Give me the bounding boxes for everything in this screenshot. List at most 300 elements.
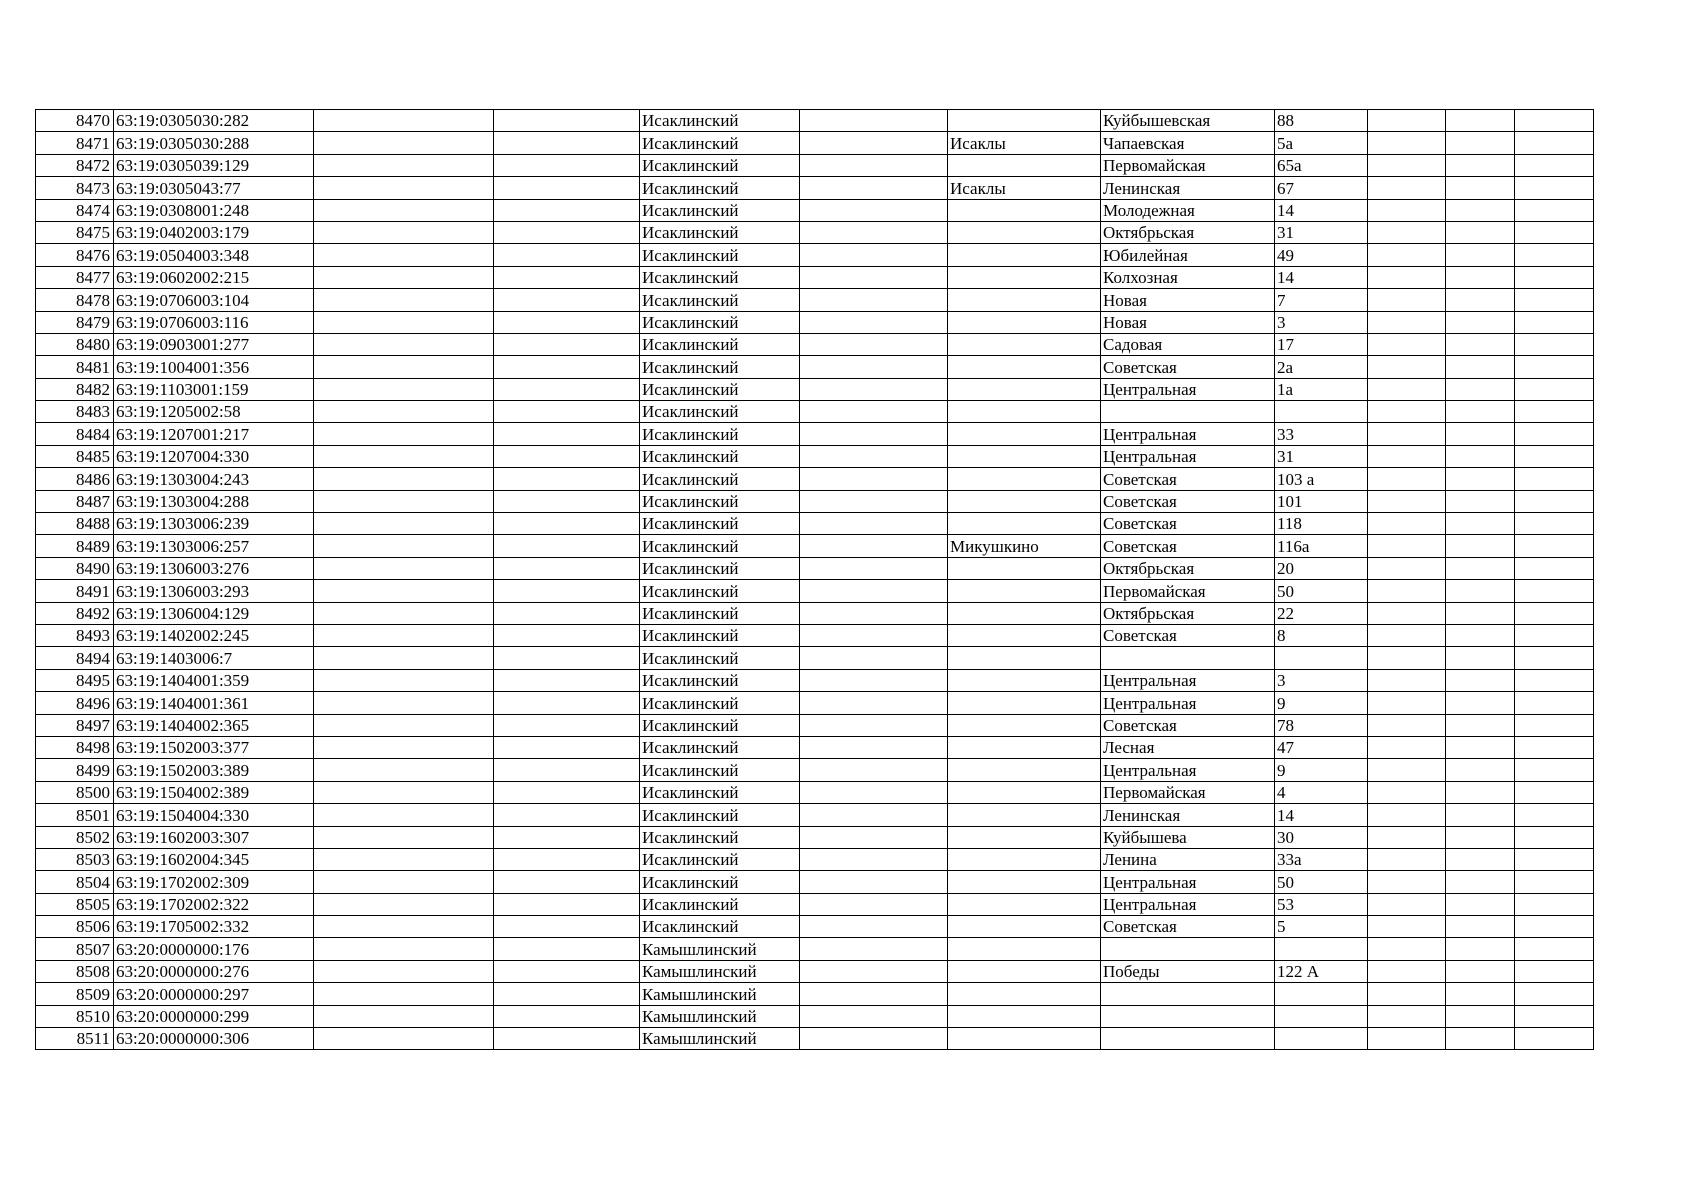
district-cell: Исаклинский — [640, 804, 800, 826]
street-cell — [1101, 1028, 1275, 1050]
empty-cell-e — [1446, 602, 1515, 624]
empty-cell-e — [1446, 110, 1515, 132]
empty-cell-f — [1515, 110, 1594, 132]
empty-cell-a — [314, 401, 494, 423]
empty-cell-d — [1368, 311, 1446, 333]
house-cell: 17 — [1275, 333, 1368, 355]
street-cell: Октябрьская — [1101, 221, 1275, 243]
locality-cell — [948, 289, 1101, 311]
row-number-cell: 8487 — [36, 490, 114, 512]
empty-cell-c — [800, 132, 948, 154]
table-row — [36, 513, 1594, 535]
empty-cell-e — [1446, 1028, 1515, 1050]
cadastral-number-cell: 63:19:0305039:129 — [114, 154, 314, 176]
cadastral-number-cell: 63:19:1504002:389 — [114, 781, 314, 803]
empty-cell-f — [1515, 468, 1594, 490]
locality-cell — [948, 1005, 1101, 1027]
locality-cell: Исаклы — [948, 177, 1101, 199]
street-cell: Ленинская — [1101, 177, 1275, 199]
house-cell — [1275, 647, 1368, 669]
empty-cell-f — [1515, 445, 1594, 467]
empty-cell-c — [800, 423, 948, 445]
empty-cell-a — [314, 468, 494, 490]
empty-cell-a — [314, 669, 494, 691]
empty-cell-f — [1515, 580, 1594, 602]
empty-cell-c — [800, 871, 948, 893]
row-number-cell: 8472 — [36, 154, 114, 176]
locality-cell: Микушкино — [948, 535, 1101, 557]
locality-cell — [948, 378, 1101, 400]
empty-cell-a — [314, 557, 494, 579]
empty-cell-a — [314, 177, 494, 199]
empty-cell-e — [1446, 401, 1515, 423]
empty-cell-c — [800, 199, 948, 221]
district-cell: Исаклинский — [640, 647, 800, 669]
empty-cell-b — [494, 177, 640, 199]
empty-cell-a — [314, 535, 494, 557]
house-cell: 7 — [1275, 289, 1368, 311]
empty-cell-f — [1515, 692, 1594, 714]
empty-cell-b — [494, 580, 640, 602]
locality-cell — [948, 848, 1101, 870]
street-cell: Центральная — [1101, 423, 1275, 445]
empty-cell-a — [314, 378, 494, 400]
empty-cell-e — [1446, 490, 1515, 512]
empty-cell-a — [314, 1028, 494, 1050]
cadastral-number-cell: 63:20:0000000:276 — [114, 960, 314, 982]
locality-cell — [948, 647, 1101, 669]
locality-cell — [948, 266, 1101, 288]
cadastral-number-cell: 63:19:1207004:330 — [114, 445, 314, 467]
table-row — [36, 893, 1594, 915]
house-cell: 22 — [1275, 602, 1368, 624]
empty-cell-c — [800, 468, 948, 490]
street-cell: Лесная — [1101, 736, 1275, 758]
locality-cell — [948, 983, 1101, 1005]
empty-cell-d — [1368, 938, 1446, 960]
street-cell: Центральная — [1101, 378, 1275, 400]
empty-cell-f — [1515, 647, 1594, 669]
empty-cell-c — [800, 513, 948, 535]
empty-cell-c — [800, 154, 948, 176]
empty-cell-e — [1446, 423, 1515, 445]
empty-cell-b — [494, 1005, 640, 1027]
empty-cell-b — [494, 490, 640, 512]
row-number-cell: 8500 — [36, 781, 114, 803]
locality-cell — [948, 221, 1101, 243]
empty-cell-d — [1368, 1028, 1446, 1050]
house-cell — [1275, 938, 1368, 960]
empty-cell-f — [1515, 602, 1594, 624]
table-row — [36, 177, 1594, 199]
empty-cell-b — [494, 759, 640, 781]
empty-cell-e — [1446, 311, 1515, 333]
empty-cell-a — [314, 221, 494, 243]
empty-cell-b — [494, 221, 640, 243]
row-number-cell: 8473 — [36, 177, 114, 199]
house-cell: 20 — [1275, 557, 1368, 579]
cadastral-number-cell: 63:20:0000000:176 — [114, 938, 314, 960]
street-cell: Чапаевская — [1101, 132, 1275, 154]
empty-cell-a — [314, 916, 494, 938]
empty-cell-c — [800, 110, 948, 132]
empty-cell-a — [314, 356, 494, 378]
empty-cell-d — [1368, 736, 1446, 758]
district-cell: Исаклинский — [640, 356, 800, 378]
empty-cell-e — [1446, 468, 1515, 490]
cadastral-number-cell: 63:19:1403006:7 — [114, 647, 314, 669]
empty-cell-b — [494, 804, 640, 826]
cadastral-number-cell: 63:19:1306004:129 — [114, 602, 314, 624]
locality-cell — [948, 110, 1101, 132]
empty-cell-f — [1515, 781, 1594, 803]
empty-cell-a — [314, 759, 494, 781]
house-cell: 33а — [1275, 848, 1368, 870]
empty-cell-c — [800, 804, 948, 826]
cadastral-number-cell: 63:19:1602004:345 — [114, 848, 314, 870]
house-cell: 116а — [1275, 535, 1368, 557]
empty-cell-c — [800, 624, 948, 646]
table-row — [36, 960, 1594, 982]
locality-cell — [948, 468, 1101, 490]
locality-cell — [948, 445, 1101, 467]
cadastral-number-cell: 63:19:1303006:239 — [114, 513, 314, 535]
empty-cell-c — [800, 938, 948, 960]
locality-cell — [948, 669, 1101, 691]
empty-cell-b — [494, 916, 640, 938]
house-cell — [1275, 401, 1368, 423]
locality-cell — [948, 311, 1101, 333]
street-cell: Советская — [1101, 490, 1275, 512]
empty-cell-d — [1368, 960, 1446, 982]
empty-cell-f — [1515, 804, 1594, 826]
empty-cell-d — [1368, 983, 1446, 1005]
house-cell: 103 а — [1275, 468, 1368, 490]
empty-cell-e — [1446, 580, 1515, 602]
empty-cell-a — [314, 289, 494, 311]
empty-cell-d — [1368, 401, 1446, 423]
row-number-cell: 8490 — [36, 557, 114, 579]
street-cell: Ленинская — [1101, 804, 1275, 826]
registry-table — [35, 109, 1594, 1050]
empty-cell-d — [1368, 154, 1446, 176]
table-row — [36, 736, 1594, 758]
empty-cell-a — [314, 781, 494, 803]
empty-cell-a — [314, 938, 494, 960]
empty-cell-b — [494, 445, 640, 467]
row-number-cell: 8486 — [36, 468, 114, 490]
row-number-cell: 8501 — [36, 804, 114, 826]
empty-cell-a — [314, 1005, 494, 1027]
district-cell: Исаклинский — [640, 736, 800, 758]
empty-cell-b — [494, 311, 640, 333]
table-row — [36, 154, 1594, 176]
empty-cell-b — [494, 378, 640, 400]
table-row — [36, 692, 1594, 714]
empty-cell-d — [1368, 871, 1446, 893]
empty-cell-b — [494, 669, 640, 691]
locality-cell — [948, 401, 1101, 423]
district-cell: Исаклинский — [640, 871, 800, 893]
empty-cell-d — [1368, 423, 1446, 445]
district-cell: Исаклинский — [640, 669, 800, 691]
empty-cell-f — [1515, 154, 1594, 176]
empty-cell-d — [1368, 781, 1446, 803]
cadastral-number-cell: 63:19:1404001:361 — [114, 692, 314, 714]
locality-cell: Исаклы — [948, 132, 1101, 154]
row-number-cell: 8477 — [36, 266, 114, 288]
empty-cell-b — [494, 938, 640, 960]
cadastral-number-cell: 63:19:0305030:288 — [114, 132, 314, 154]
empty-cell-c — [800, 647, 948, 669]
street-cell: Центральная — [1101, 871, 1275, 893]
empty-cell-e — [1446, 826, 1515, 848]
row-number-cell: 8499 — [36, 759, 114, 781]
empty-cell-a — [314, 154, 494, 176]
locality-cell — [948, 624, 1101, 646]
empty-cell-f — [1515, 938, 1594, 960]
row-number-cell: 8491 — [36, 580, 114, 602]
empty-cell-a — [314, 311, 494, 333]
table-row — [36, 848, 1594, 870]
empty-cell-e — [1446, 983, 1515, 1005]
house-cell — [1275, 983, 1368, 1005]
empty-cell-b — [494, 110, 640, 132]
empty-cell-e — [1446, 871, 1515, 893]
empty-cell-f — [1515, 513, 1594, 535]
empty-cell-f — [1515, 871, 1594, 893]
locality-cell — [948, 692, 1101, 714]
table-row — [36, 826, 1594, 848]
empty-cell-c — [800, 580, 948, 602]
street-cell: Центральная — [1101, 445, 1275, 467]
street-cell: Советская — [1101, 714, 1275, 736]
street-cell — [1101, 983, 1275, 1005]
empty-cell-f — [1515, 266, 1594, 288]
district-cell: Исаклинский — [640, 893, 800, 915]
table-row — [36, 244, 1594, 266]
row-number-cell: 8496 — [36, 692, 114, 714]
empty-cell-d — [1368, 624, 1446, 646]
locality-cell — [948, 602, 1101, 624]
empty-cell-b — [494, 557, 640, 579]
house-cell: 14 — [1275, 266, 1368, 288]
empty-cell-b — [494, 960, 640, 982]
cadastral-number-cell: 63:19:1306003:293 — [114, 580, 314, 602]
empty-cell-e — [1446, 557, 1515, 579]
empty-cell-e — [1446, 333, 1515, 355]
empty-cell-c — [800, 378, 948, 400]
empty-cell-c — [800, 1005, 948, 1027]
empty-cell-f — [1515, 759, 1594, 781]
empty-cell-f — [1515, 244, 1594, 266]
table-row — [36, 1028, 1594, 1050]
empty-cell-f — [1515, 848, 1594, 870]
district-cell: Исаклинский — [640, 624, 800, 646]
cadastral-number-cell: 63:19:1205002:58 — [114, 401, 314, 423]
district-cell: Исаклинский — [640, 602, 800, 624]
empty-cell-c — [800, 736, 948, 758]
table-row — [36, 602, 1594, 624]
empty-cell-d — [1368, 199, 1446, 221]
cadastral-number-cell: 63:19:0903001:277 — [114, 333, 314, 355]
street-cell: Первомайская — [1101, 781, 1275, 803]
locality-cell — [948, 513, 1101, 535]
empty-cell-d — [1368, 535, 1446, 557]
empty-cell-f — [1515, 714, 1594, 736]
empty-cell-c — [800, 692, 948, 714]
cadastral-number-cell: 63:19:0305043:77 — [114, 177, 314, 199]
cadastral-number-cell: 63:19:1502003:389 — [114, 759, 314, 781]
empty-cell-f — [1515, 535, 1594, 557]
street-cell: Советская — [1101, 624, 1275, 646]
empty-cell-e — [1446, 759, 1515, 781]
street-cell: Юбилейная — [1101, 244, 1275, 266]
empty-cell-a — [314, 490, 494, 512]
district-cell: Исаклинский — [640, 557, 800, 579]
table-row — [36, 714, 1594, 736]
street-cell: Новая — [1101, 289, 1275, 311]
district-cell: Исаклинский — [640, 378, 800, 400]
row-number-cell: 8475 — [36, 221, 114, 243]
empty-cell-b — [494, 871, 640, 893]
cadastral-number-cell: 63:19:0706003:104 — [114, 289, 314, 311]
empty-cell-b — [494, 356, 640, 378]
empty-cell-e — [1446, 647, 1515, 669]
table-row — [36, 557, 1594, 579]
empty-cell-d — [1368, 177, 1446, 199]
empty-cell-d — [1368, 333, 1446, 355]
row-number-cell: 8508 — [36, 960, 114, 982]
row-number-cell: 8485 — [36, 445, 114, 467]
locality-cell — [948, 804, 1101, 826]
empty-cell-e — [1446, 513, 1515, 535]
row-number-cell: 8504 — [36, 871, 114, 893]
cadastral-number-cell: 63:19:1404002:365 — [114, 714, 314, 736]
locality-cell — [948, 759, 1101, 781]
table-row — [36, 759, 1594, 781]
empty-cell-a — [314, 132, 494, 154]
table-row — [36, 916, 1594, 938]
district-cell: Исаклинский — [640, 490, 800, 512]
district-cell: Исаклинский — [640, 289, 800, 311]
district-cell: Исаклинский — [640, 221, 800, 243]
street-cell: Центральная — [1101, 669, 1275, 691]
empty-cell-a — [314, 513, 494, 535]
empty-cell-f — [1515, 378, 1594, 400]
empty-cell-e — [1446, 244, 1515, 266]
street-cell — [1101, 401, 1275, 423]
empty-cell-f — [1515, 1028, 1594, 1050]
table-row — [36, 669, 1594, 691]
locality-cell — [948, 580, 1101, 602]
empty-cell-a — [314, 736, 494, 758]
empty-cell-e — [1446, 1005, 1515, 1027]
empty-cell-d — [1368, 669, 1446, 691]
empty-cell-e — [1446, 669, 1515, 691]
house-cell: 33 — [1275, 423, 1368, 445]
district-cell: Исаклинский — [640, 692, 800, 714]
empty-cell-c — [800, 445, 948, 467]
empty-cell-f — [1515, 423, 1594, 445]
house-cell: 8 — [1275, 624, 1368, 646]
empty-cell-a — [314, 445, 494, 467]
empty-cell-d — [1368, 468, 1446, 490]
empty-cell-e — [1446, 736, 1515, 758]
street-cell: Куйбышева — [1101, 826, 1275, 848]
empty-cell-a — [314, 110, 494, 132]
empty-cell-e — [1446, 893, 1515, 915]
locality-cell — [948, 714, 1101, 736]
street-cell: Колхозная — [1101, 266, 1275, 288]
district-cell: Камышлинский — [640, 960, 800, 982]
locality-cell — [948, 199, 1101, 221]
empty-cell-c — [800, 781, 948, 803]
row-number-cell: 8506 — [36, 916, 114, 938]
street-cell — [1101, 938, 1275, 960]
row-number-cell: 8488 — [36, 513, 114, 535]
locality-cell — [948, 244, 1101, 266]
cadastral-number-cell: 63:19:1504004:330 — [114, 804, 314, 826]
empty-cell-c — [800, 535, 948, 557]
locality-cell — [948, 781, 1101, 803]
empty-cell-f — [1515, 1005, 1594, 1027]
row-number-cell: 8470 — [36, 110, 114, 132]
empty-cell-b — [494, 333, 640, 355]
house-cell: 9 — [1275, 692, 1368, 714]
empty-cell-c — [800, 714, 948, 736]
street-cell: Ленина — [1101, 848, 1275, 870]
empty-cell-c — [800, 669, 948, 691]
empty-cell-a — [314, 692, 494, 714]
table-row — [36, 535, 1594, 557]
street-cell: Куйбышевская — [1101, 110, 1275, 132]
empty-cell-e — [1446, 535, 1515, 557]
empty-cell-f — [1515, 333, 1594, 355]
empty-cell-b — [494, 781, 640, 803]
street-cell: Советская — [1101, 535, 1275, 557]
empty-cell-f — [1515, 177, 1594, 199]
empty-cell-c — [800, 759, 948, 781]
empty-cell-e — [1446, 960, 1515, 982]
table-row — [36, 401, 1594, 423]
empty-cell-c — [800, 177, 948, 199]
table-row — [36, 311, 1594, 333]
empty-cell-f — [1515, 826, 1594, 848]
row-number-cell: 8476 — [36, 244, 114, 266]
empty-cell-f — [1515, 960, 1594, 982]
empty-cell-d — [1368, 445, 1446, 467]
cadastral-number-cell: 63:19:1702002:309 — [114, 871, 314, 893]
house-cell: 31 — [1275, 445, 1368, 467]
empty-cell-e — [1446, 848, 1515, 870]
empty-cell-c — [800, 826, 948, 848]
table-row — [36, 333, 1594, 355]
empty-cell-c — [800, 848, 948, 870]
district-cell: Исаклинский — [640, 199, 800, 221]
empty-cell-a — [314, 266, 494, 288]
district-cell: Исаклинский — [640, 781, 800, 803]
locality-cell — [948, 490, 1101, 512]
table-row — [36, 624, 1594, 646]
empty-cell-c — [800, 916, 948, 938]
empty-cell-c — [800, 266, 948, 288]
empty-cell-c — [800, 557, 948, 579]
row-number-cell: 8471 — [36, 132, 114, 154]
house-cell: 14 — [1275, 199, 1368, 221]
district-cell: Исаклинский — [640, 759, 800, 781]
empty-cell-e — [1446, 221, 1515, 243]
